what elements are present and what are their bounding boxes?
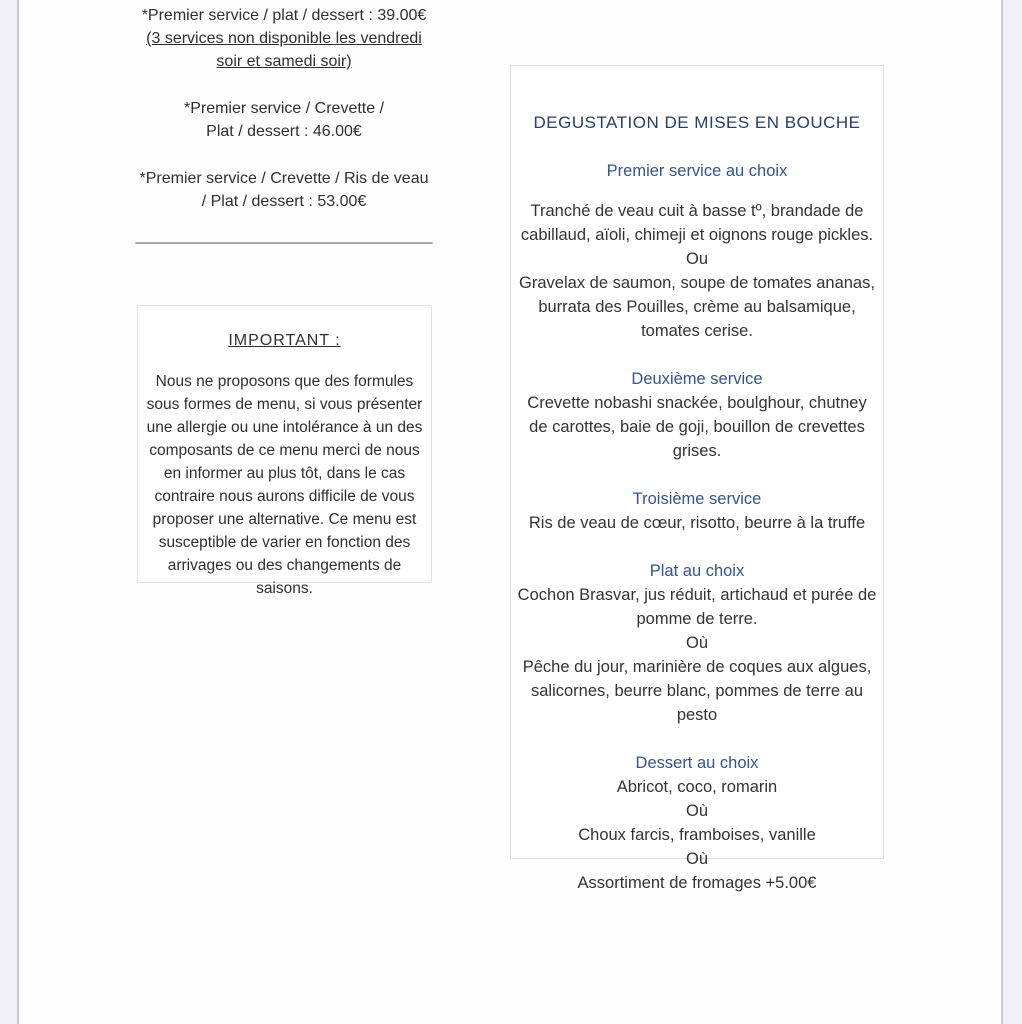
menu-paragraph: Où [685, 802, 708, 820]
menu-section-heading: Dessert au choix [635, 754, 759, 772]
formula-option-1-line: *Premier service / plat / dessert : 39.00€ [141, 7, 427, 24]
formula-option-3 [119, 167, 449, 213]
menu-section-plat [511, 559, 883, 727]
important-title: IMPORTANT : [228, 332, 341, 349]
menu-paragraph: Gravelax de saumon, soupe de tomates ananas, burrata des Pouilles, crème au balsamique, tomates cerise. [519, 274, 875, 340]
menu-paragraph: Choux farcis, framboises, vanille [578, 826, 816, 844]
formula-option-1 [119, 4, 449, 73]
formula-option-2 [119, 97, 449, 143]
menu-paragraph: Où [685, 850, 708, 868]
formulas-block [119, 4, 449, 213]
formula-option-2-line: Plat / dessert : 46.00€ [206, 123, 362, 140]
menu-section-heading: Plat au choix [649, 562, 745, 580]
menu-paragraph: Tranché de veau cuit à basse tº, brandade de cabillaud, aïoli, chimeji et oignons rouge pickles. [520, 202, 874, 244]
menu-section-heading: Troisième service [632, 490, 762, 508]
formula-option-1-note: (3 services non disponible les vendredi [146, 30, 422, 47]
formula-option-2-line: *Premier service / Crevette / [183, 100, 385, 117]
important-notice-box [137, 305, 432, 597]
menu-section-dessert [511, 751, 883, 895]
menu-paragraph: Abricot, coco, romarin [616, 778, 778, 796]
menu-section-premier-service [511, 159, 883, 343]
degustation-menu-box [510, 65, 884, 892]
menu-paragraph: Pêche du jour, marinière de coques aux algues, salicornes, beurre blanc, pommes de terre au pesto [522, 658, 872, 724]
formula-option-3-line: *Premier service / Crevette / Ris de veau [139, 170, 429, 187]
menu-paragraph: Cochon Brasvar, jus réduit, artichaud et purée de pomme de terre. [517, 586, 877, 628]
menu-paragraph: Ou [685, 250, 708, 268]
menu-section-deuxieme-service [511, 367, 883, 463]
section-divider [135, 242, 433, 244]
formula-option-1-note: soir et samedi soir) [216, 53, 352, 70]
formula-option-3-line: / Plat / dessert : 53.00€ [201, 193, 367, 210]
menu-section-troisieme-service [511, 487, 883, 535]
menu-document-page [17, 0, 1003, 1024]
menu-title: DEGUSTATION DE MISES EN BOUCHE [533, 113, 861, 132]
menu-paragraph: Crevette nobashi snackée, boulghour, chutney de carottes, baie de goji, bouillon de crevettes grises. [527, 394, 867, 460]
menu-section-heading: Premier service au choix [606, 162, 788, 180]
menu-paragraph: Assortiment de fromages +5.00€ [577, 874, 817, 892]
menu-paragraph: Où [685, 634, 708, 652]
menu-paragraph: Ris de veau de cœur, risotto, beurre à la truffe [528, 514, 866, 532]
important-body-text: Nous ne proposons que des formules sous formes de menu, si vous présenter une allergie ou une intolérance à un des composants de ce menu merci de nous en informer au plus tôt, dans le cas contraire nous aurons difficile de vous proposer une alternative. Ce menu est susceptible de varier en fonction des arrivages ou des changements de saisons. [146, 373, 423, 597]
menu-section-heading: Deuxième service [631, 370, 763, 388]
